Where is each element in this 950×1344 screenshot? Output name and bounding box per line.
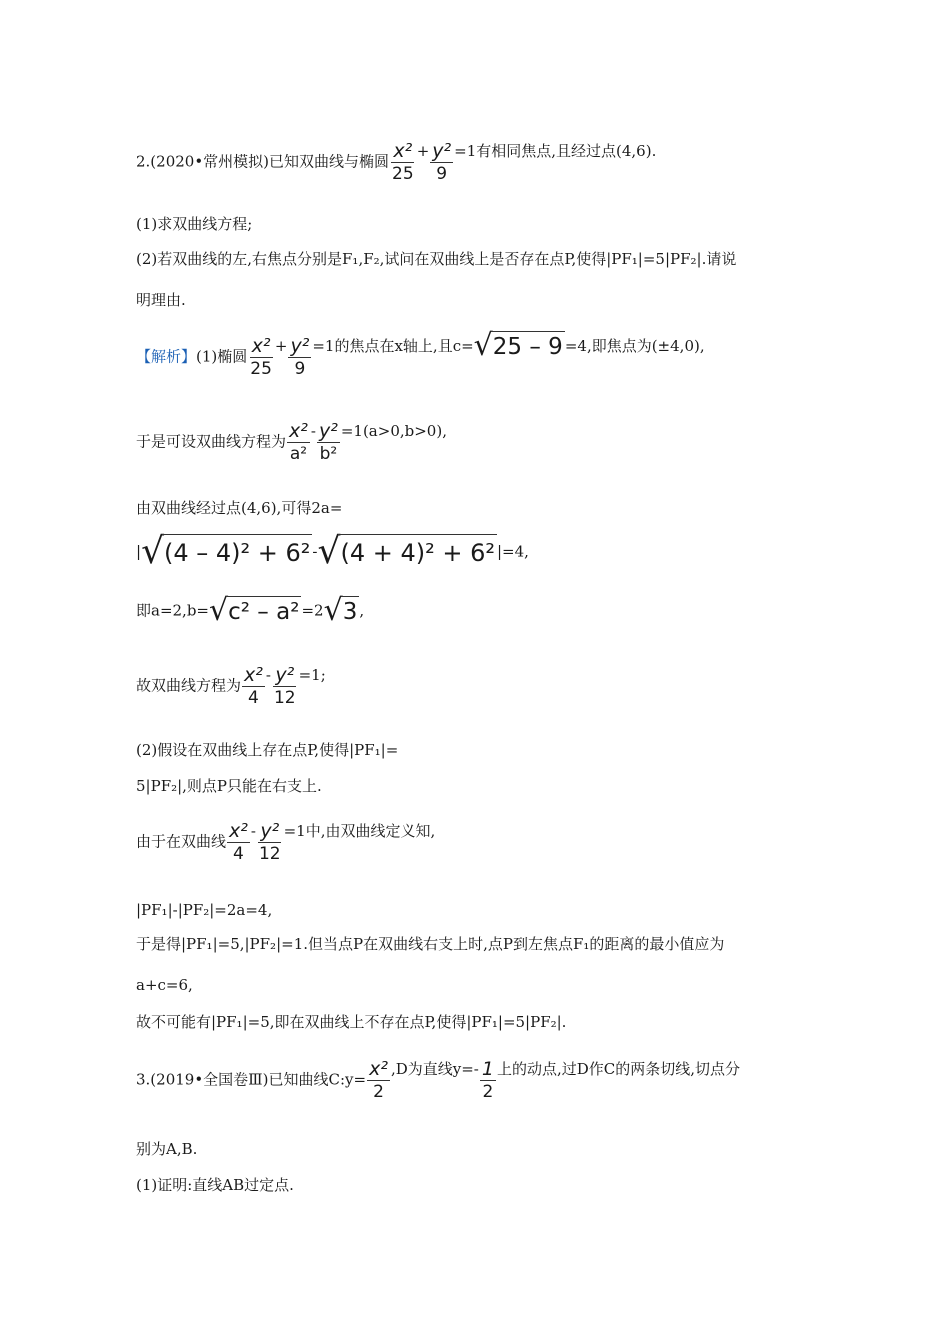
solution-line-3: 由双曲线经过点(4,6),可得2a= [136,499,343,517]
solution-line-1: 【解析】(1)椭圆 $\frac{\text{x²}}{25}$ + $\frac{\text{y²}}{9}$ =1的焦点在x轴上,且c= √ 25 – 9 =4,即焦点为(±4,0), [136,328,705,379]
fraction: $\frac{\text{y²}}{12}$ [273,664,296,708]
analysis-tag: 【解析】 [136,347,197,366]
radical-icon: √ [473,328,493,363]
fraction: $\frac{\text{x²}}{\text{a²}}$ [289,420,308,464]
fraction: $\frac{\text{y²}}{12}$ [258,820,281,864]
q3-statement-cont: 别为A,B. [136,1140,198,1158]
solution-line-4: | √ (4 – 4)² + 6² - √ (4 + 4)² + 6² |=4, [136,531,529,572]
sqrt-expression: √ (4 + 4)² + 6² [317,531,495,572]
solution-line-11: 于是得|PF₁|=5,|PF₂|=1.但当点P在双曲线右支上时,点P到左焦点F₁的距离的最小值应为 [136,935,725,953]
radical-icon: √ [141,531,165,572]
solution-line-5: 即a=2,b= √ c² – a² =2 √ 3 , [136,593,365,628]
q2-statement: 2.(2020•常州模拟)已知双曲线与椭圆 $\frac{\text{x²}}{25}$ + $\frac{\text{y²}}{9}$ =1有相同焦点,且经过点(4,6). [136,140,657,184]
sqrt-expression: √ 3 [323,593,358,628]
fraction: $\frac{\text{y²}}{9}$ [290,335,310,379]
solution-line-9: 由于在双曲线 $\frac{\text{x²}}{4}$ - $\frac{\text{y²}}{12}$ =1中,由双曲线定义知, [136,820,436,864]
q3-part1: (1)证明:直线AB过定点. [136,1176,294,1194]
sqrt-expression: √ (4 – 4)² + 6² [141,531,311,572]
radical-icon: √ [323,593,343,628]
solution-line-2: 于是可设双曲线方程为 $\frac{\text{x²}}{\text{a²}}$ - $\frac{\text{y²}}{\text{b²}}$ =1(a>0,b>0), [136,420,447,464]
solution-line-12: a+c=6, [136,976,193,994]
fraction: $\frac{\text{x²}}{25}$ [250,335,272,379]
fraction: $\frac{\text{x²}}{2}$ [369,1058,388,1102]
radical-icon: √ [317,531,341,572]
solution-line-10: |PF₁|-|PF₂|=2a=4, [136,901,273,919]
solution-line-8: 5|PF₂|,则点P只能在右支上. [136,777,322,795]
sqrt-expression: √ 25 – 9 [473,328,563,363]
radical-icon: √ [209,593,229,628]
fraction: $\frac{1}{2}$ [481,1058,494,1102]
fraction-y2-9: $\frac{\text{y²}}{9}$ [432,140,452,184]
sqrt-expression: √ c² – a² [209,593,300,628]
solution-line-6: 故双曲线方程为 $\frac{\text{x²}}{4}$ - $\frac{\text{y²}}{12}$ =1; [136,664,326,708]
fraction: $\frac{\text{x²}}{4}$ [229,820,248,864]
q3-statement: 3.(2019•全国卷Ⅲ)已知曲线C:y= $\frac{\text{x²}}{2}$ ,D为直线y=- $\frac{1}{2}$ 上的动点,过D作C的两条切线,切点分 [136,1058,740,1102]
fraction-x2-25: $\frac{\text{x²}}{25}$ [392,140,414,184]
fraction: $\frac{\text{x²}}{4}$ [244,664,263,708]
fraction: $\frac{\text{y²}}{\text{b²}}$ [318,420,338,464]
solution-line-7: (2)假设在双曲线上存在点P,使得|PF₁|= [136,741,399,759]
q2-part1: (1)求双曲线方程; [136,215,253,233]
q2-part2-cont: 明理由. [136,291,186,309]
q2-part2: (2)若双曲线的左,右焦点分别是F₁,F₂,试问在双曲线上是否存在点P,使得|PF₁|=5|PF₂|.请说 [136,250,737,268]
solution-line-13: 故不可能有|PF₁|=5,即在双曲线上不存在点P,使得|PF₁|=5|PF₂|. [136,1013,567,1031]
